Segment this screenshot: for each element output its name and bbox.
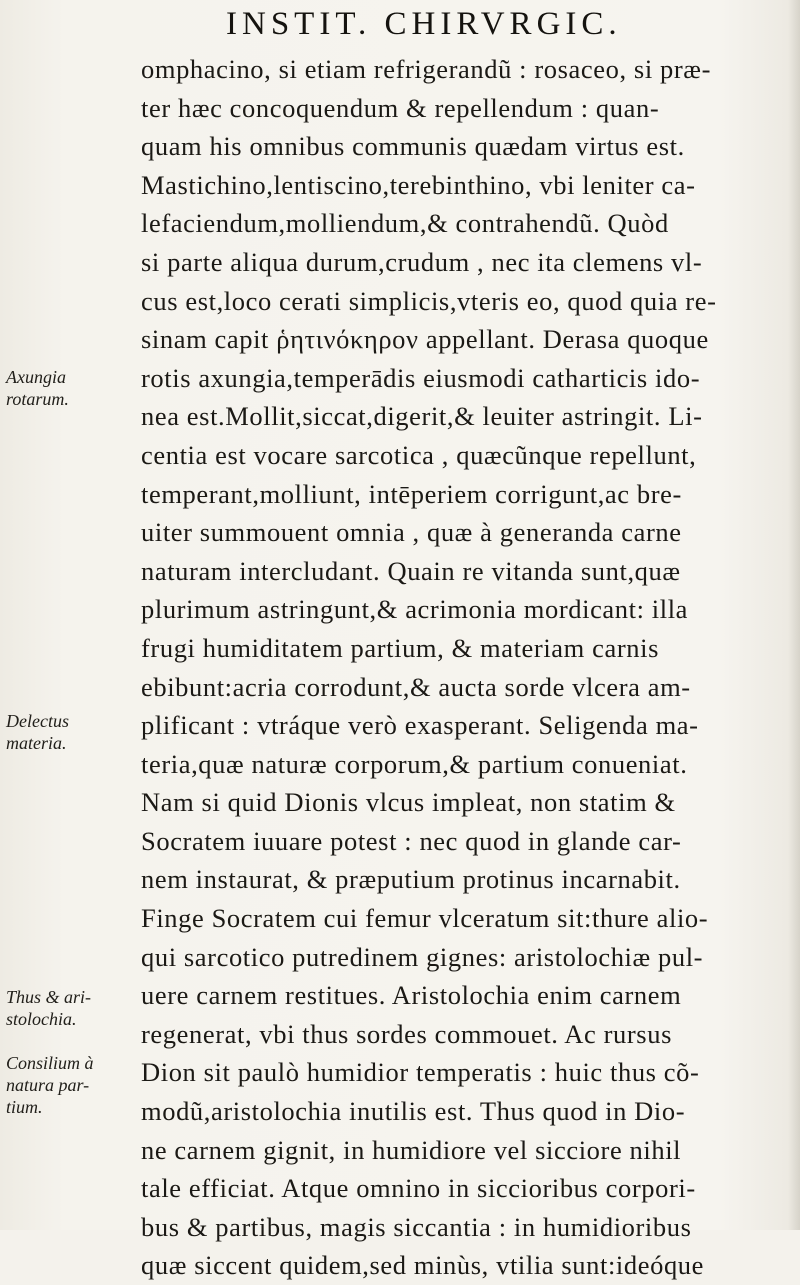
- text-line: tale efficiat. Atque omnino in siccioribus corpori-: [141, 1173, 696, 1204]
- text-line: cus est,loco cerati simplicis,vteris eo, quod quia re-: [141, 285, 717, 316]
- margin-note-line: stolochia.: [6, 1009, 77, 1029]
- text-line: lefaciendum,molliendum,& contrahendũ. Quòd: [141, 208, 669, 239]
- text-line: frugi humiditatem partium, & materiam carnis: [141, 632, 659, 663]
- text-line: quam his omnibus communis quædam virtus est.: [141, 131, 685, 162]
- text-line: sinam capit ῥητινόκηρον appellant. Derasa quoque: [141, 324, 709, 355]
- margin-note-line: natura par-: [6, 1075, 90, 1095]
- margin-note-thus: [6, 986, 126, 1030]
- margin-note-consilium: [6, 1052, 126, 1118]
- text-line: modũ,aristolochia inutilis est. Thus quod in Dio-: [141, 1096, 686, 1127]
- text-line: plificant : vtráque verò exasperant. Seligenda ma-: [141, 710, 699, 741]
- text-line: naturam intercludant. Quain re vitanda sunt,quæ: [141, 555, 681, 586]
- text-line: Finge Socratem cui femur vlceratum sit:thure alio-: [141, 903, 709, 934]
- text-line: Socratem iuuare potest : nec quod in glande car-: [141, 825, 682, 856]
- margin-note-line: Thus & ari-: [6, 987, 92, 1007]
- text-line: uiter summouent omnia , quæ à generanda carne: [141, 517, 682, 548]
- text-line: plurimum astringunt,& acrimonia mordicant: illa: [141, 594, 689, 625]
- text-line: qui sarcotico putredinem gignes: aristolochiæ pul-: [141, 941, 704, 972]
- margin-note-line: Delectus: [6, 711, 69, 731]
- text-line: ebibunt:acria corrodunt,& aucta sorde vlcera am-: [141, 671, 691, 702]
- text-line: si parte aliqua durum,crudum , nec ita clemens vl-: [141, 246, 703, 277]
- margin-note-line: Axungia: [6, 367, 66, 387]
- margin-note-line: materia.: [6, 733, 67, 753]
- running-head: INSTIT. CHIRVRGIC.: [226, 6, 622, 42]
- text-line: Mastichino,lentiscino,terebinthino, vbi leniter ca-: [141, 169, 696, 200]
- text-line: ter hæc concoquendum & repellendum : quan-: [141, 92, 660, 123]
- margin-note-axungia: [6, 366, 126, 410]
- text-line: nem instaurat, & præputium protinus incarnabit.: [141, 864, 681, 895]
- text-line: rotis axungia,temperādis eiusmodi catharticis ido-: [141, 362, 701, 393]
- text-line: bus & partibus, magis siccantia : in humidioribus: [141, 1211, 692, 1242]
- text-line: quæ siccent quidem,sed minùs, vtilia sunt:ideóque: [141, 1250, 705, 1281]
- text-line: temperant,molliunt, intēperiem corrigunt,ac bre-: [141, 478, 682, 509]
- margin-note-line: rotarum.: [6, 389, 69, 409]
- text-line: ne carnem gignit, in humidiore vel sicciore nihil: [141, 1134, 682, 1165]
- margin-note-line: Consilium à: [6, 1053, 94, 1073]
- margin-note-delectus: [6, 710, 126, 754]
- text-line: nea est.Mollit,siccat,digerit,& leuiter astringit. Li-: [141, 401, 703, 432]
- text-line: centia est vocare sarcotica , quæcũnque repellunt,: [141, 439, 697, 470]
- body-text: [141, 50, 791, 1285]
- text-line: uere carnem restitues. Aristolochia enim carnem: [141, 980, 682, 1011]
- text-line: teria,quæ naturæ corporum,& partium conueniat.: [141, 748, 688, 779]
- text-line: Nam si quid Dionis vlcus impleat, non statim &: [141, 787, 676, 818]
- page-edge-shadow: [788, 0, 800, 1230]
- text-line: regenerat, vbi thus sordes commouet. Ac rursus: [141, 1018, 672, 1049]
- text-line: omphacino, si etiam refrigerandũ : rosaceo, si præ-: [141, 54, 711, 84]
- margin-note-line: tium.: [6, 1097, 43, 1117]
- text-line: Dion sit paulò humidior temperatis : huic thus cõ-: [141, 1057, 700, 1088]
